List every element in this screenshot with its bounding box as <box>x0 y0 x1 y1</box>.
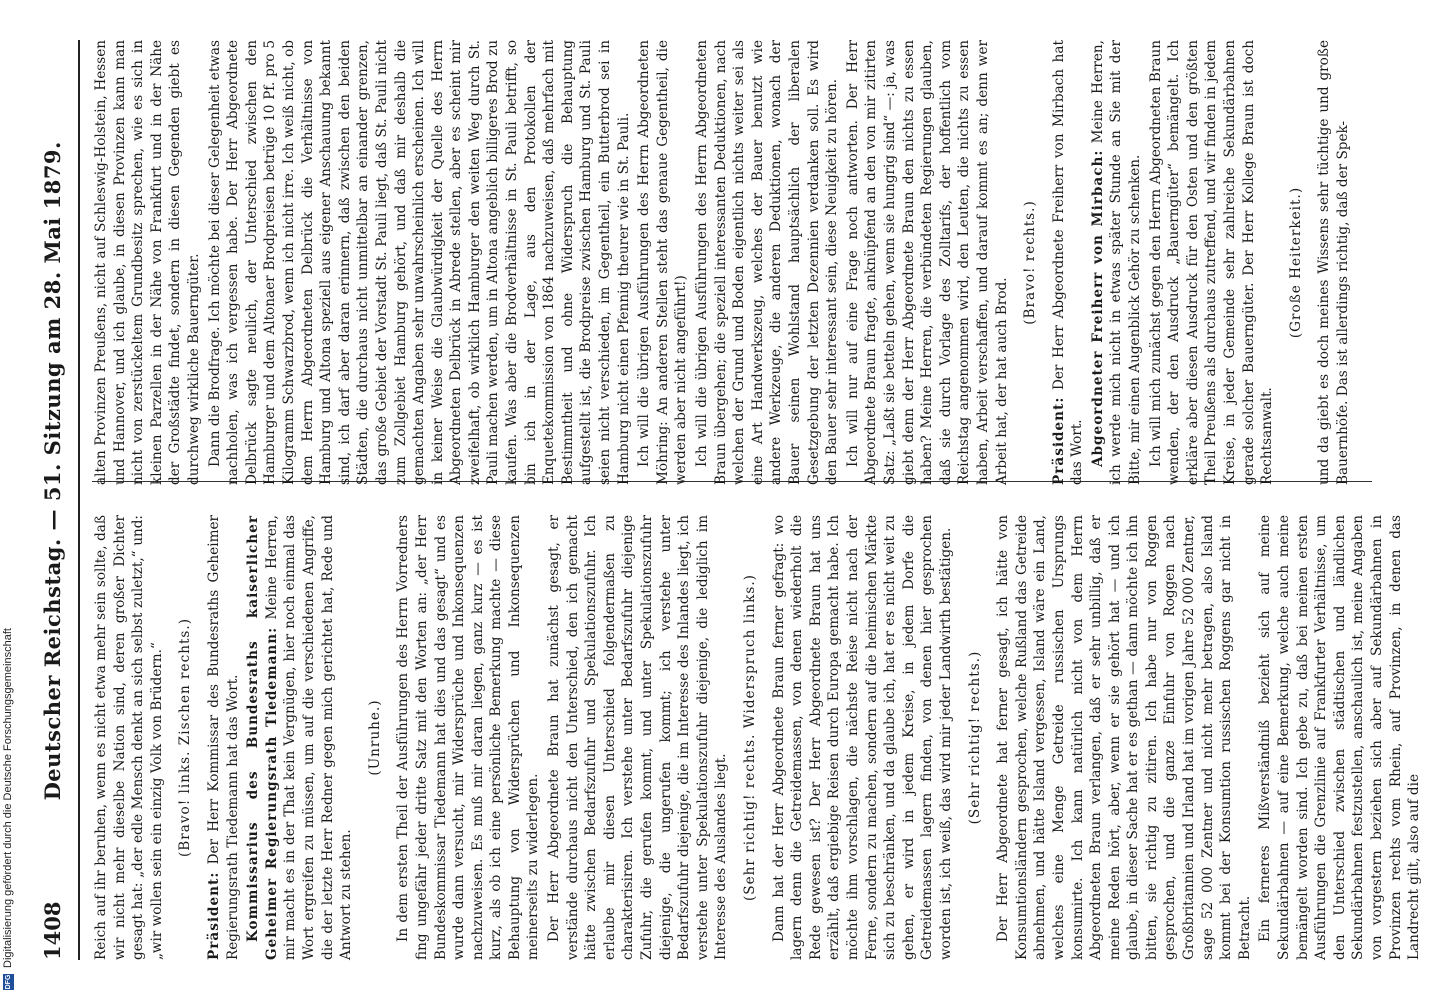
page-number: 1408 <box>40 901 65 960</box>
paragraph: Ein ferneres Mißverständniß bezieht sich auf meine Sekundärbahnen — auf eine Bemerkung, welche auch meine bemängelt worden sind. Ich gebe zu, daß bei meinen ersten Ausführungen die Grenzlinie auf Frankfurter Verhältnisse, um den Unterschied zwischen städtischen und ländlichen Sekundärbahnen festzustellen, anschaulich ist, meine Angaben von vorgestern beziehen sich aber auf Sekundärbahnen in Provinzen rechts vom Rhein, auf Provinzen, in denen das Landrecht gilt, also auf die <box>1257 515 1423 960</box>
reaction: (Sehr richtig! rechts. Widerspruch links.) <box>742 574 758 901</box>
speech-text: Meine Herren, ich werde mich nicht in etwas später Stunde an Sie mit der Bitte, mir einen Augenblick Gehör zu schenken. <box>1089 39 1144 485</box>
commissioner-paragraph <box>244 515 356 960</box>
speech-text: Der Herr Abgeordnete Freiherr von Mirbach hat das Wort. <box>1050 40 1086 485</box>
paragraph: und da giebt es doch meines Wissens sehr tüchtige und große Bauernhöfe. Das ist allerdings richtig, daß der Spek- <box>1316 40 1351 485</box>
paragraph: Der Herr Abgeordnete Braun hat zunächst gesagt, er verstände durchaus nicht den Unterschied, den ich gemacht hätte zwischen Bedarfszufuhr und Spekulationszufuhr. Ich erlaube mir diesen Unterschied folgendermaßen zu charakterisiren. Ich verstehe unter Bedarfszufuhr diejenige Zufuhr, die gerufen kommt, und unter Spekulationszufuhr diejenige, die ungerufen kommt; ich verstehe unter Bedarfszufuhr diejenige, die im Interesse des Inlandes liegt, ich verstehe unter Spekulationszufuhr diejenige, die lediglich im Interesse des Auslandes liegt. <box>546 515 730 960</box>
president-paragraph <box>1050 40 1087 485</box>
header-rule <box>78 40 80 960</box>
reaction: (Bravo! rechts.) <box>1022 200 1039 325</box>
paragraph: Ich will nur auf eine Frage noch antworten. Der Herr Abgeordnete Braun fragte, anknüpfend an den von mir zitirten Satz: „Laßt sie betteln gehen, wenn sie hungrig sind“ —: ja, was giebt denn der Herr Abgeordnete Braun den nichts zu essen haben? Meine Herren, die verbündeten Regierungen glauben, daß sie durch Vorlage des Zolltarifs, der hoffentlich vom Reichstag angenommen wird, den Leuten, die nichts zu essen haben, Arbeit verschaffen, und darauf kommt es an; denn wer Arbeit hat, der hat auch Brod. <box>844 40 1010 485</box>
president-paragraph <box>205 515 242 960</box>
paragraph: Dann hat der Herr Abgeordnete Braun ferner gefragt: wo lagern denn die Getreidemassen, von denen wiederholt die Rede gewesen ist? Der Herr Abgeordnete Braun hat uns erzählt, daß ergiebige Reisen durch Europa gemacht habe. Ich möchte ihm vorschlagen, die nächste Reise nicht nach der Ferne, sondern zu machen, sondern auf die heimischen Märkte sich zu beschränken, und da glaube ich, hat er es nicht weit zu gehen, er wird in jedem Kreise, in jedem Dorfe die Getreidemassen lagern finden, von denen hier gesprochen worden ist, ich weiß, das wird mir jeder Landwirth bestätigen. <box>770 515 954 960</box>
paragraph: Dann die Brodfrage. Ich möchte bei dieser Gelegenheit etwas nachholen, was ich vergessen habe. Der Herr Abgeordnete Delbrück sagte neulich, der Unterschied zwischen den Hamburger und dem Altonaer Brodpreisen betrüge 10 Pf. pro 5 Kilogramm Schwarzbrod, wenn ich nicht irre. Ich weiß nicht, ob dem Herrn Abgeordneten Delbrück die Verhältnisse von Hamburg und Altona speziell aus eigener Anschauung bekannt sind, ich darf aber daran erinnern, daß zwischen den beiden Städten, die durchaus nicht unmittelbar an einander grenzen, das große Gebiet der Vorstadt St. Pauli liegt, daß St. Pauli nicht zum Zollgebiet Hamburg gehört, und daß mir deshalb die gemachten Angaben sehr unwahrscheinlich erscheinen. Ich will in keiner Weise die Glaubwürdigkeit der Quelle des Herrn Abgeordneten Delbrück in Abrede stellen, aber es scheint mir zweifelhaft, ob wirklich Hamburger den weiten Weg durch St. Pauli machen werden, um in Altona angeblich billigeres Brod zu kaufen. Was aber die Brodverhältnisse in St. Pauli betrifft, so bin ich in der Lage, aus den Protokollen der Enquetekommission von 1864 nachzuweisen, daß mehrfach mit Bestimmtheit und ohne Widerspruch die Behauptung aufgestellt ist, die Brodpreise zwischen Hamburg und St. Pauli seien nicht verschieden, im Gegentheil, ein Butterbrod sei in Hamburg nicht einen Pfennig theurer wie in St. Pauli. <box>206 40 632 485</box>
paragraph: Ich will mich zunächst gegen den Herrn Abgeordneten Braun wenden, der den Ausdruck „Bauerngüter“ bemängelt. Ich erkläre aber diesen Ausdruck für den Osten und den größten Theil Preußens als durchaus zutreffend, und wir finden in jedem Kreise, in jeder Gemeinde sehr zahlreiche Sekundärbahnen gerade solcher Bauerngüter. Der Herr Kollege Braun ist doch Rechtsanwalt. <box>1147 40 1276 485</box>
reaction: (Bravo! links. Zischen rechts.) <box>177 617 194 858</box>
paragraph: Ich will die übrigen Ausführungen des Herrn Abgeordneten Braun übergehen; die speziell interessanten Deduktionen, nach welchen der Grund und Boden eigentlich nichts weiter sei als eine Art Handwerkszeug, welches der Bauer benutzt wie andere Werkzeuge, die anderen Deduktionen, wonach der Bauer seinen Wohlstand hauptsächlich der liberalen Gesetzgebung der letzten Dezennien verdanken soll. Es wird den Bauer sehr interessant sein, diese Neuigkeit zu hören. <box>694 40 841 485</box>
text-columns <box>92 39 1423 960</box>
reaction: (Sehr richtig! rechts.) <box>966 650 983 825</box>
page-title: Deutscher Reichstag. — 51. Sitzung am 28. Mai 1879. <box>40 141 65 801</box>
speaker-label: Präsident: <box>205 871 222 960</box>
speech-text: Der Herr Kommissar des Bundesraths Geheimer Regierungsrath Tiedemann hat das Wort. <box>205 514 241 960</box>
running-head <box>40 40 76 960</box>
speaker-paragraph <box>1089 40 1145 485</box>
paragraph: Der Herr Abgeordnete hat ferner gesagt, ich hätte von Konsumtionsländern gesprochen, welche Rußland das Getreide abnehmen, und hätte Island vergessen, Island wäre ein Land, welches eine Menge Getreide russischen Ursprungs konsumirte. Ich kann natürlich nicht von dem Herrn Abgeordneten Braun verlangen, daß er sehr unbillig, daß er meine Reden hört, aber, wenn er sie gehört hat — und ich glaube, in dieser Sache hat er es gethan — dann möchte ich ihn bitten, sie richtig zu zitiren. Ich habe nur von Roggen gesprochen, und die ganze Einfuhr von Roggen nach Großbritannien und Irland hat im vorigen Jahre 52 000 Zentner, sage 52 000 Zentner und nicht mehr betragen, also Island kommt bei der Konsumtion russischen Roggens gar nicht in Betracht. <box>995 515 1253 960</box>
reaction: (Unruhe.) <box>366 699 383 776</box>
left-column <box>92 514 1423 960</box>
digitization-credit <box>2 628 14 990</box>
right-column <box>92 40 1392 485</box>
paragraph: Ich will die übrigen Ausführungen des Herrn Abgeordneten Möhring: An anderen Stellen steht das genaue Gegentheil, die werden aber nicht angeführt!) <box>636 40 690 485</box>
dfg-logo-icon: DFG <box>4 974 12 990</box>
speaker-label: Kommissarius des Bundesraths kaiserlicher Geheimer Regierungsrath Tiedemann: <box>245 515 280 960</box>
reaction: (Große Heiterkeit.) <box>1287 186 1304 339</box>
credit-text: Digitalisierung gefördert durch die Deutsche Forschungsgemeinschaft <box>2 628 14 968</box>
paragraph: Reich auf ihr beruhen, wenn es nicht etwa mehr sein sollte, daß wir nicht mehr dieselbe Nation sind, deren großer Dichter gesagt hat: „der edle Mensch denkt an sich selbst zuletzt,“ und: „wir wollen sein ein einzig Volk von Brüdern.“ <box>93 515 165 960</box>
paragraph: alten Provinzen Preußens, nicht auf Schleswig-Holstein, Hessen und Hannover, und ich glaube, in diesen Provinzen kann man nicht von zerstückeltem Grundbesitz sprechen, wie es sich in kleinen Parzellen in der Nähe von Frankfurt und in der Nähe der Großstädte findet, sondern in diesen Gegenden giebt es durchweg wirkliche Bauerngüter. <box>93 40 202 485</box>
speech-text: Meine Herren, mir macht es in der That kein Vergnügen, hier noch einmal das Wort ergreifen zu müssen, um auf die verschiedenen Angriffe, die der letzte Herr Redner gegen mich gerichtet hat, Rede und Antwort zu stehen. <box>263 515 355 960</box>
speaker-label: Abgeordneter Freiherr von Mirbach: <box>1089 149 1106 467</box>
paragraph: In dem ersten Theil der Ausführungen des Herrn Vorredners fing ungefähr jeder dritte Satz mit den Worten an: „der Herr Bundeskommissar Tiedemann hat dies und das gesagt“ und es wurde dann versucht, mir Widersprüche und Inkonsequenzen nachzuweisen. Es muß mir daran liegen, ganz kurz — es ist kurz, als ob ich eine persönliche Bemerkung machte — diese Behauptung von Widersprüchen und Inkonsequenzen meinerseits zu widerlegen. <box>395 515 542 960</box>
speaker-label: Präsident: <box>1050 396 1067 485</box>
